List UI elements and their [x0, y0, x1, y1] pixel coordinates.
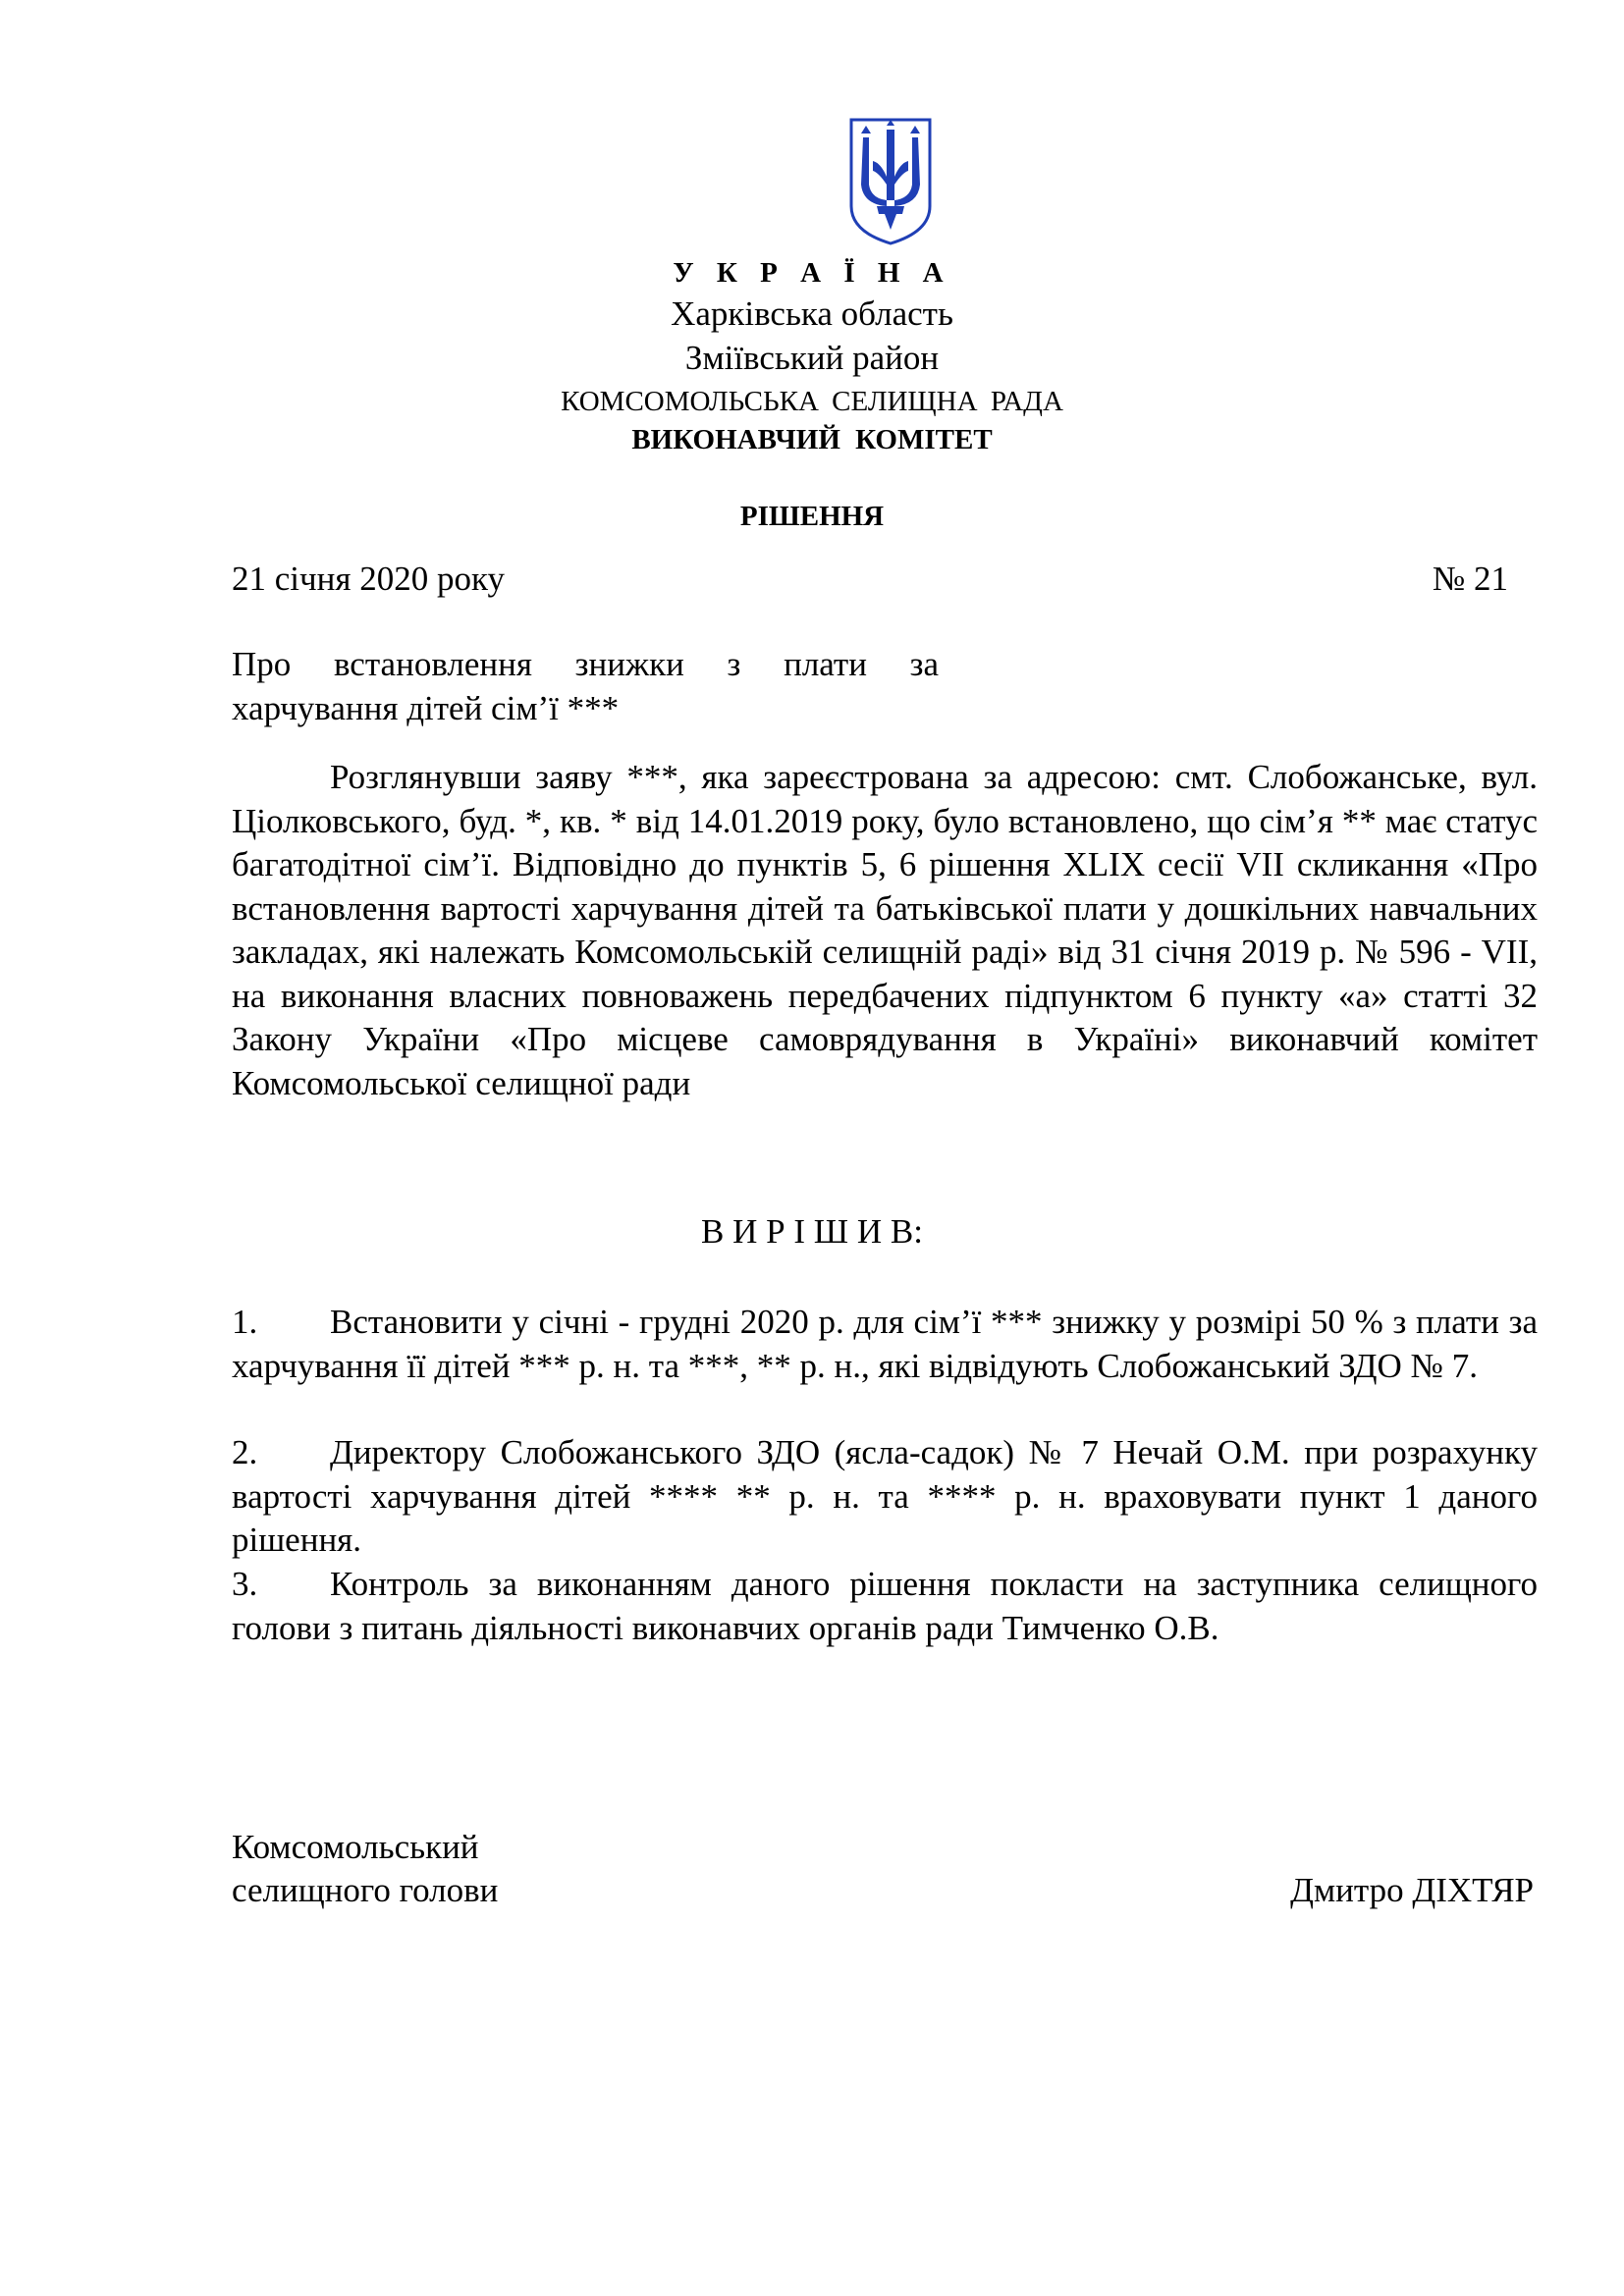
council-line: КОМСОМОЛЬСЬКА СЕЛИЩНА РАДА [561, 386, 1063, 417]
document-type-heading: РІШЕННЯ [739, 501, 885, 532]
preamble-paragraph [232, 756, 1538, 1105]
trident-coat-of-arms-icon [847, 116, 934, 247]
decision-subject: Про встановлення знижки з плати за харчування дітей сім’ї *** [232, 645, 939, 727]
resolution-heading: В И Р І Ш И В: [701, 1212, 923, 1251]
signatory-name: Дмитро ДІХТЯР [1290, 1871, 1534, 1909]
item-text: Встановити у січні - грудні 2020 р. для сім’ї *** знижку у розмірі 50 % з плати за харчування її дітей *** р. н. та ***, ** р. н., які відвідують Слобожанський ЗДО № 7. [232, 1303, 1538, 1385]
district-line: Зміївський район [684, 339, 940, 377]
signatory-title-line2: селищного голови [232, 1871, 499, 1909]
item-text: Директору Слобожанського ЗДО (ясла-садок) № 7 Нечай О.М. при розрахунку вартості харчування дітей **** ** р. н. та **** р. н. враховувати пункт 1 даного рішення. [232, 1433, 1538, 1559]
resolution-item [232, 1301, 1538, 1388]
item-number: 2. [232, 1433, 258, 1471]
resolution-item [232, 1563, 1538, 1650]
committee-line: ВИКОНАВЧИЙ КОМІТЕТ [631, 424, 993, 455]
decision-number: № 21 [1432, 560, 1508, 598]
signatory-title-line1: Комсомольський [232, 1828, 479, 1866]
item-text: Контроль за виконанням даного рішення покласти на заступника селищного голови з питань діяльності виконавчих органів ради Тимченко О.В. [232, 1565, 1538, 1647]
region-line: Харківська область [671, 294, 953, 333]
item-number: 1. [232, 1303, 258, 1341]
country-heading: У К Р А Ї Н А [673, 257, 951, 289]
item-number: 3. [232, 1565, 258, 1603]
decision-date: 21 січня 2020 року [232, 560, 505, 598]
preamble-text: Розглянувши заяву ***, яка зареєстрована за адресою: смт. Слобожанське, вул. Ціолковського, буд. *, кв. * від 14.01.2019 року, було встановлено, що сім’я ** має статус багатодітної сім’ї. Відповідно до пунктів 5, 6 рішення XLIX сесії VII скликання «Про встановлення вартості харчування дітей та батьківської плати у дошкільних навчальних закладах, які належать Комсомольській селищній раді» від 31 січня 2019 р. № 596 - VII, на виконання власних повноважень передбачених підпунктом 6 пункту «а» статті 32 Закону України «Про місцеве самоврядування в Україні» виконавчий комітет Комсомольської селищної ради [232, 758, 1538, 1102]
resolution-item [232, 1431, 1538, 1563]
